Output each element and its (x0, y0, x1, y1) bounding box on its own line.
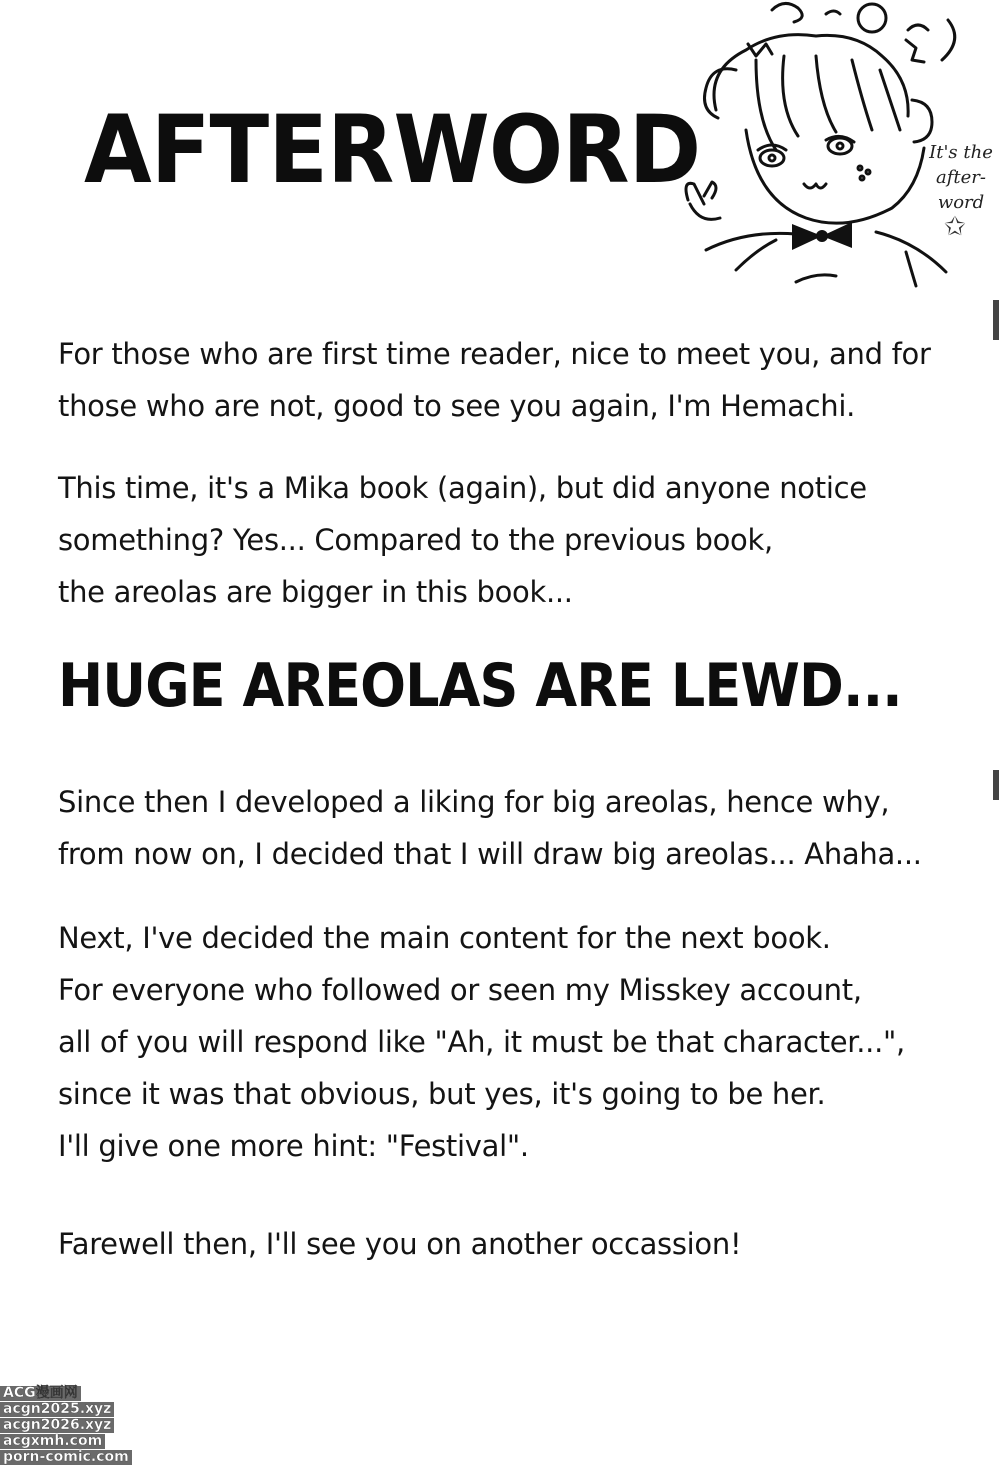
aside-note-line: It's the (929, 142, 993, 163)
page-edge-mark (993, 770, 999, 800)
page-edge-mark (993, 300, 999, 340)
text-line: those who are not, good to see you again, I'm Hemachi. (58, 389, 856, 423)
watermark-line: acgxmh.com (0, 1434, 105, 1449)
text-line: something? Yes... Compared to the previous book, (58, 523, 773, 557)
shout-heading: HUGE AREOLAS ARE LEWD... (58, 651, 902, 721)
aside-note-line: word (937, 192, 985, 213)
text-line: the areolas are bigger in this book... (58, 575, 573, 609)
paragraph-intro (58, 328, 931, 432)
text-line: Since then I developed a liking for big areolas, hence why, (58, 785, 890, 819)
watermark-line: acgn2026.xyz (0, 1418, 114, 1433)
paragraph-since-then (58, 776, 922, 880)
text-line: since it was that obvious, but yes, it's going to be her. (58, 1077, 826, 1111)
paragraph-farewell (58, 1218, 741, 1270)
watermark-line: porn-comic.com (0, 1450, 132, 1465)
text-line: For those who are first time reader, nice to meet you, and for (58, 337, 931, 371)
star-icon: ✩ (944, 212, 966, 242)
text-line: all of you will respond like "Ah, it must be that character...", (58, 1025, 905, 1059)
aside-note-line: after- (936, 167, 986, 188)
watermark-line: ACG漫画网 (0, 1386, 81, 1401)
text-line: Next, I've decided the main content for the next book. (58, 921, 831, 955)
paragraph-next (58, 912, 905, 1172)
text-line: Farewell then, I'll see you on another occassion! (58, 1227, 742, 1261)
page-title: AFTERWORD (84, 96, 701, 205)
text-line: I'll give one more hint: "Festival". (58, 1129, 529, 1163)
aside-note (922, 140, 1000, 215)
watermark (0, 1386, 134, 1466)
text-line: For everyone who followed or seen my Misskey account, (58, 973, 862, 1007)
text-line: This time, it's a Mika book (again), but did anyone notice (58, 471, 867, 505)
watermark-line: acgn2025.xyz (0, 1402, 114, 1417)
paragraph-this-time (58, 462, 867, 618)
text-line: from now on, I decided that I will draw big areolas... Ahaha... (58, 837, 922, 871)
